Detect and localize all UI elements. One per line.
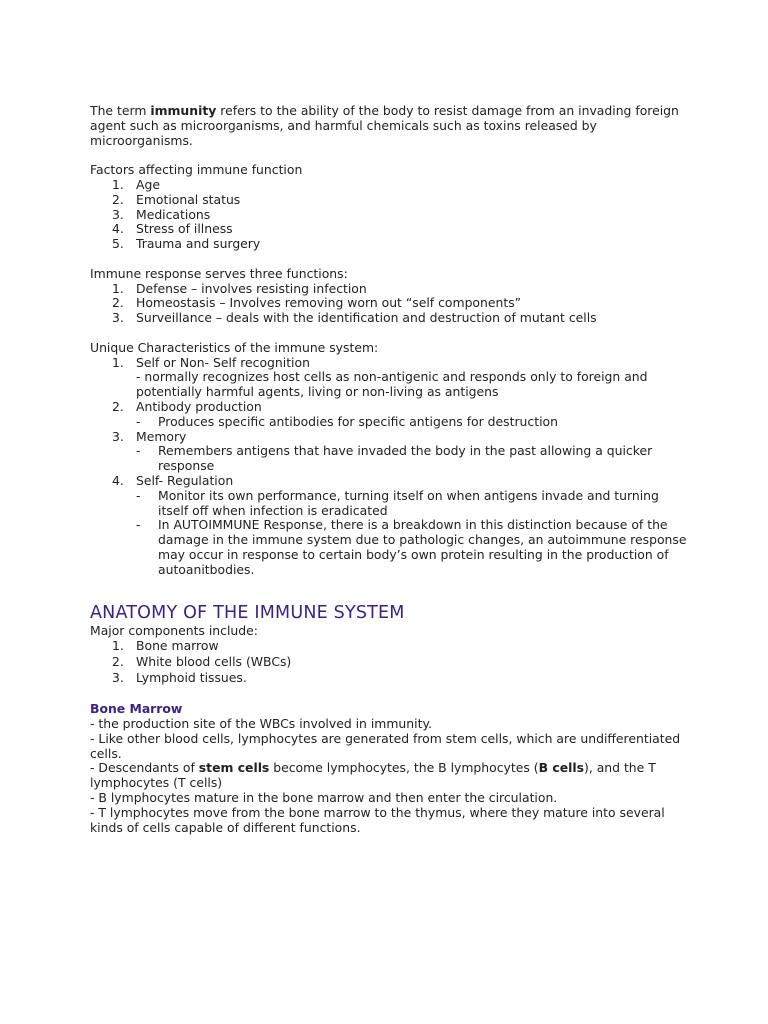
list-item: 1. Self or Non- Self recognition - normally recognizes host cells as non-antigenic and responds only to foreign and potentially harmful agents, living or non-living as antigens — [90, 356, 690, 400]
sub-item: - Remembers antigens that have invaded the body in the past allowing a quicker response — [136, 443, 653, 474]
list-item: 2. Homeostasis – Involves removing worn out “self components” — [112, 295, 522, 311]
anatomy-list — [90, 638, 690, 686]
list-item: 4. Stress of illness — [112, 221, 233, 237]
list-item: 1. Defense – involves resisting infection — [112, 280, 367, 296]
document-page — [90, 104, 690, 835]
sub-list — [90, 415, 690, 430]
sub-list — [90, 444, 690, 474]
list-note: - normally recognizes host cells as non-antigenic and responds only to foreign and potentially harmful agents, living or non-living as antigens — [136, 369, 648, 400]
factors-heading: Factors affecting immune function — [90, 162, 303, 178]
anatomy-intro: Major components include: — [90, 622, 258, 638]
list-item: 2. Emotional status — [112, 191, 241, 207]
unique-heading: Unique Characteristics of the immune system: — [90, 339, 379, 355]
list-item: 3. Medications — [112, 206, 211, 222]
list-item: 3. Memory — [112, 428, 187, 444]
list-item: 2. White blood cells (WBCs) — [112, 654, 292, 670]
intro-paragraph: The term immunity refers to the ability of the body to resist damage from an invading foreign agent such as microorganisms, and harmful chemicals such as toxins released by microorganisms. — [90, 103, 679, 148]
unique-list — [90, 356, 690, 415]
bone-marrow-line: - Descendants of stem cells become lymphocytes, the B lymphocytes (B cells), and the T lymphocytes (T cells) — [90, 760, 656, 791]
sub-item: - Produces specific antibodies for specific antigens for destruction — [136, 413, 558, 429]
factors-list — [90, 178, 690, 252]
list-item: 3. Lymphoid tissues. — [112, 670, 247, 686]
bone-marrow-heading: Bone Marrow — [90, 701, 183, 717]
list-item: 2. Antibody production — [112, 398, 262, 414]
sub-item: - In AUTOIMMUNE Response, there is a breakdown in this distinction because of the damage in the immune system due to pathologic changes, an autoimmune response may occur in response to certain body’s own protein resulting in the production of autoanitbodies. — [136, 517, 687, 577]
anatomy-heading: ANATOMY OF THE IMMUNE SYSTEM — [90, 602, 405, 623]
bone-marrow-line: - the production site of the WBCs involved in immunity. — [90, 716, 432, 732]
bone-marrow-line: - B lymphocytes mature in the bone marrow and then enter the circulation. — [90, 790, 558, 806]
list-item: 1. Bone marrow — [112, 638, 219, 654]
list-item: 1. Age — [112, 176, 160, 192]
response-heading: Immune response serves three functions: — [90, 265, 348, 281]
immunity-term: immunity — [150, 103, 217, 118]
list-item: 5. Trauma and surgery — [112, 236, 261, 252]
bone-marrow-line: - Like other blood cells, lymphocytes are generated from stem cells, which are undifferentiated cells. — [90, 730, 681, 761]
response-list — [90, 282, 690, 326]
sub-list — [90, 489, 690, 578]
bone-marrow-line: - T lymphocytes move from the bone marrow to the thymus, where they mature into several kinds of cells capable of different functions. — [90, 804, 665, 835]
list-item: 3. Surveillance – deals with the identification and destruction of mutant cells — [112, 310, 597, 326]
sub-item: - Monitor its own performance, turning itself on when antigens invade and turning itself off when infection is eradicated — [136, 487, 659, 518]
list-item: 4. Self- Regulation — [112, 472, 234, 488]
